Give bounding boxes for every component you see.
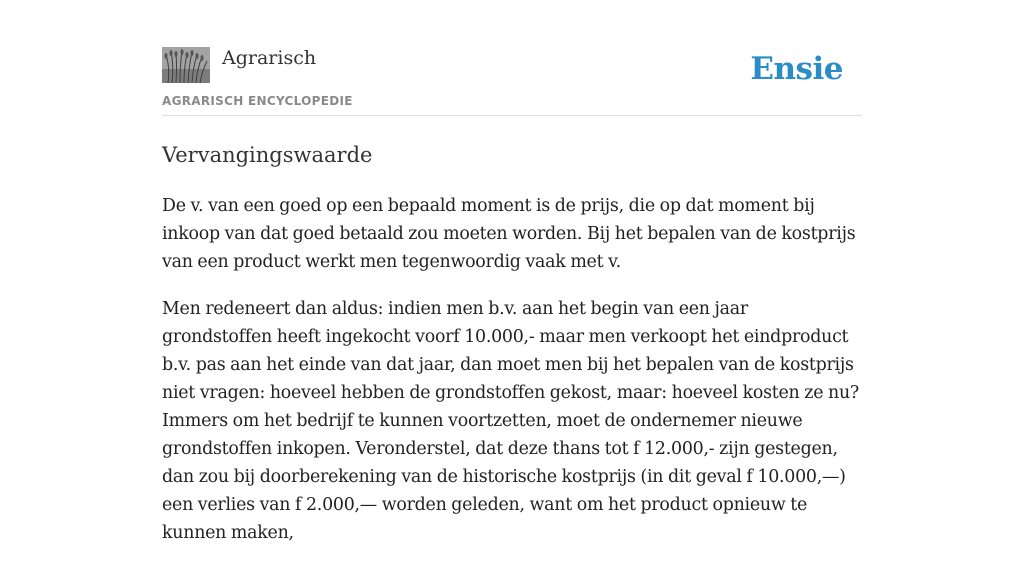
site-header bbox=[162, 0, 862, 116]
site-subtitle: AGRARISCH ENCYCLOPEDIE bbox=[162, 94, 353, 108]
article-paragraph: De v. van een goed op een bepaald moment is de prijs, die op dat moment bij inkoop van dat goed betaald zou moeten worden. Bij het bepalen van de kostprijs van een product werkt men tegenwoordig vaak met v. bbox=[162, 196, 856, 272]
article-paragraph: Men redeneert dan aldus: indien men b.v. aan het begin van een jaar grondstoffen heeft ingekocht voorf 10.000,- maar men verkoopt het eindproduct b.v. pas aan het einde van dat jaar, dan moet men bij het bepalen van de kostprijs niet vragen: hoeveel hebben de grondstoffen gekost, maar: hoeveel kosten ze nu? Immers om het bedrijf te kunnen voortzetten, moet de ondernemer nieuwe grondstoffen inkopen. Veronderstel, dat deze thans tot f 12.000,- zijn gestegen, dan zou bij doorberekening van de historische kostprijs (in dit geval f 10.000,—) een verlies van f 2.000,— worden geleden, want om het product opnieuw te kunnen maken, bbox=[162, 299, 859, 543]
wheat-field-icon[interactable] bbox=[162, 47, 210, 83]
page-title: Vervangingswaarde bbox=[162, 143, 373, 167]
ensie-logo-link[interactable]: Ensie bbox=[750, 51, 843, 87]
article-body bbox=[162, 192, 862, 566]
page-container bbox=[162, 0, 862, 543]
site-name[interactable]: Agrarisch bbox=[222, 47, 317, 69]
